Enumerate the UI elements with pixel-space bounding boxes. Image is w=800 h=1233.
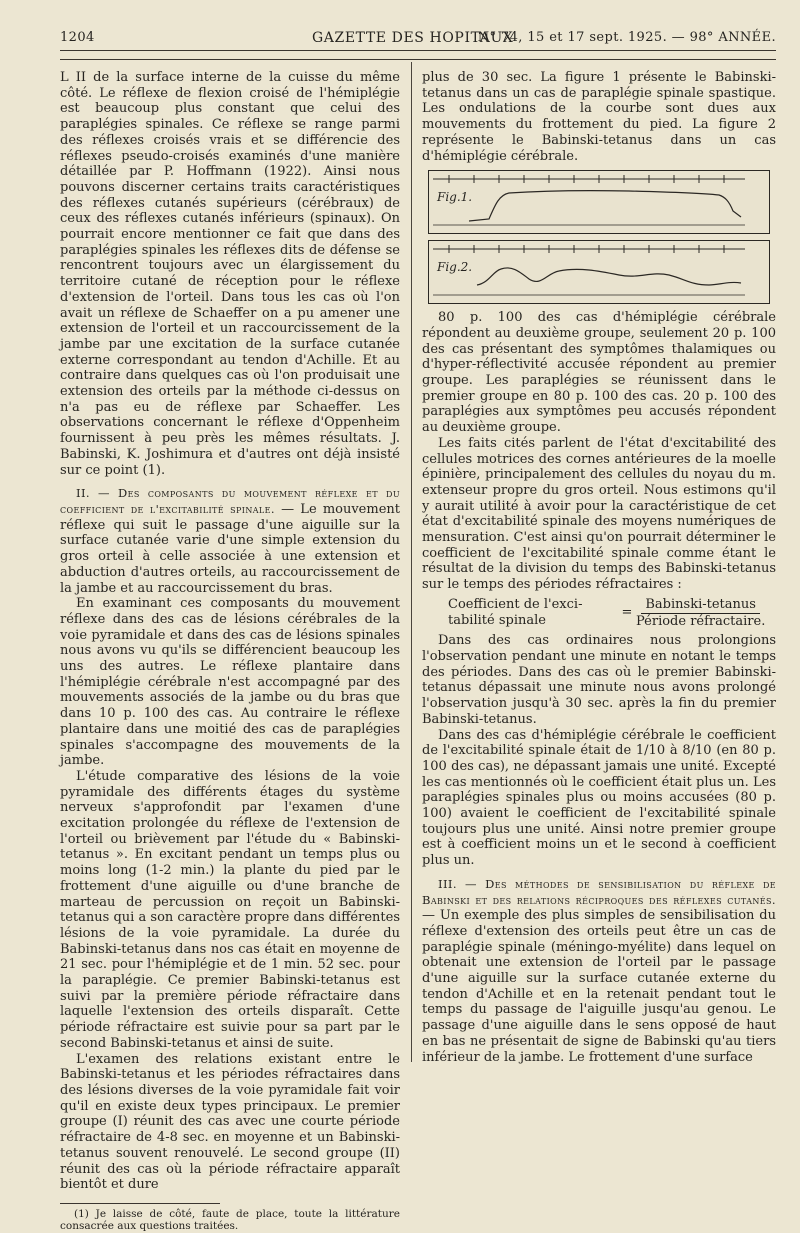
figure-2 <box>428 240 770 304</box>
left-column <box>60 70 400 1233</box>
paragraph: Dans des cas d'hémiplégie cérébrale le coefficient de l'excitabilité spinale était de 1/10 à 8/10 (en 80 p. 100 des cas), ne dépassant jamais une unité. Excepté les cas mentionnés où le coefficient était plus un. Les paraplégies spinales plus ou moins accusées (80 p. 100) avaient le coefficient de l'excitabilité spinale toujours plus une unité. Ainsi notre premier groupe est à coefficient moins un et le second à coefficient plus un. <box>422 727 776 869</box>
page-number: 1204 <box>60 30 95 45</box>
formula-denominator: Période réfractaire. <box>636 613 766 629</box>
formula-lhs-line1: Coefficient de l'exci- <box>448 597 583 613</box>
section-title: III. — Des méthodes de sensibilisation du réflexe de Babinski et des relations réciproques des réflexes cutanés. <box>422 876 776 907</box>
journal-title: GAZETTE DES HOPITAUX <box>312 30 514 46</box>
figure-1-tracing <box>429 171 749 233</box>
paragraph: 80 p. 100 des cas d'hémiplégie cérébrale répondent au deuxième groupe, seulement 20 p. 100 des cas présentant des symptômes thalamiques ou d'hyper-réflectivité accusée répondent au premier groupe. Les paraplégies se réunissent dans le premier groupe en 80 p. 100 des cas. 20 p. 100 des paraplégies aux symptômes peu accusés répondent au deuxième groupe. <box>422 310 776 436</box>
figure-1-label: Fig.1. <box>437 190 473 205</box>
running-header <box>60 30 776 50</box>
section-heading-3 <box>422 877 776 1065</box>
column-divider <box>411 62 412 1062</box>
paragraph: En examinant ces composants du mouvement réflexe dans des cas de lésions cérébrales de la voie pyramidale et dans des cas de lésions spinales nous avons vu qu'ils se différencient beaucoup les uns des autres. Le réflexe plantaire dans l'hémiplégie cérébrale n'est accompagné par des mouvements associés de la jambe ou du bras que dans 10 p. 100 des cas. Au contraire le réflexe plantaire dans une moitié des cas de paraplégies spinales s'accompagne des mouvements de la jambe. <box>60 596 400 769</box>
paragraph: L II de la surface interne de la cuisse du même côté. Le réflexe de flexion croisé de l'hémiplégie est beaucoup plus constant que celui des paraplégies spinales. Ce réflexe se range parmi des réflexes croisés vrais et se différencie des réflexes pseudo-croisés examinés d'une manière détaillée par P. Hoffmann (1922). Ainsi nous pouvons discerner certains traits caractéristiques des réflexes cutanés supérieurs (cérébraux) de ceux des réflexes cutanés inférieurs (spinaux). On pourrait encore mentionner ce fait que dans des paraplégies spinales les réflexes dits de défense se rencontrent toujours avec un élargissement du territoire cutané de réception pour le réflexe d'extension de l'orteil. Dans tous les cas où l'on avait un réflexe de Schaeffer on a pu amener une extension de l'orteil et un raccourcissement de la jambe par une excitation de la surface cutanée externe correspondant au tendon d'Achille. Et au contraire dans quelques cas où l'on produisait une extension des orteils par la méthode ci-dessus on n'a pas eu de réflexe par Schaeffer. Les observations concernant le réflexe d'Oppenheim fournissent à peu près les mêmes résultats. J. Babinski, K. Joshimura et d'autres ont déjà insisté sur ce point (1). <box>60 70 400 478</box>
paragraph: L'examen des relations existant entre le Babinski-tetanus et les périodes réfractaires dans des lésions diverses de la voie pyramidale fait voir qu'il en existe deux types principaux. Le premier groupe (I) réunit des cas avec une courte période réfractaire de 4-8 sec. en moyenne et un Babinski-tetanus souvent renouvelé. Le second groupe (II) réunit des cas où la période réfractaire apparaît bientôt et dure <box>60 1051 400 1193</box>
formula-lhs-line2: tabilité spinale <box>448 613 546 629</box>
formula-fraction <box>636 597 765 629</box>
right-column <box>422 70 776 1065</box>
figure-2-tracing <box>429 241 749 303</box>
paragraph: Dans des cas ordinaires nous prolongions l'observation pendant une minute en notant le temps des périodes. Dans des cas où le premier Babinski-tetanus dépassait une minute nous avons prolongé l'observation jusqu'à 30 sec. après la fin du premier Babinski-tetanus. <box>422 633 776 727</box>
header-rule-lower <box>60 59 776 60</box>
paragraph: L'étude comparative des lésions de la voie pyramidale des différents étages du système nerveux s'approfondit par l'examen d'une excitation prolongée du réflexe de l'extension de l'orteil ou brièvement par l'étude du « Babinski-tetanus ». En excitant pendant un temps plus ou moins long (1-2 min.) la plante du pied par le frottement d'une aiguille ou d'une branche de marteau de percussion on reçoit un Babinski-tetanus qui a son caractère propre dans différentes lésions de la voie pyramidale. La durée du Babinski-tetanus dans nos cas était en moyenne de 21 sec. pour l'hémiplégie et de 1 min. 52 sec. pour la paraplégie. Ce premier Babinski-tetanus est suivi par la première période réfractaire dans laquelle l'extension des orteils disparaît. Cette période réfractaire est suivie pour sa part par le second Babinski-tetanus et ainsi de suite. <box>60 768 400 1051</box>
footnote-rule <box>60 1203 220 1204</box>
paragraph: plus de 30 sec. La figure 1 présente le Babinski-tetanus dans un cas de paraplégie spinale spastique. Les ondulations de la courbe sont dues aux mouvements du frottement du pied. La figure 2 représente le Babinski-tetanus dans un cas d'hémiplégie cérébrale. <box>422 70 776 164</box>
formula-numerator: Babinski-tetanus <box>641 597 760 614</box>
excitability-formula <box>422 593 776 633</box>
header-rule <box>60 50 776 51</box>
figure-1 <box>428 170 770 234</box>
section-text: — Le mouvement réflexe qui suit le passage d'une aiguille sur la surface cutanée varie d'une simple extension du gros orteil à celle associée à une extension et abduction d'autres orteils, au raccourcissement de la jambe et au raccourcissement du bras. <box>60 501 400 596</box>
figure-2-label: Fig.2. <box>437 260 473 275</box>
footnote: (1) Je laisse de côté, faute de place, toute la littérature consacrée aux questions traitées. <box>60 1207 400 1233</box>
section-text: — Un exemple des plus simples de sensibilisation du réflexe d'extension des orteils peut être un cas de paraplégie spinale (méningo-myélite) dans lequel on obtenait une extension de l'orteil par le passage d'une aiguille sur la surface cutanée externe du tendon d'Achille et en la retenait pendant tout le temps du passage de l'aiguille jusqu'au genou. Le passage d'une aiguille dans le sens opposé de haut en bas ne présentait de signe de Babinski qu'au tiers inférieur de la jambe. Le frottement d'une surface <box>422 908 776 1065</box>
section-heading-2 <box>60 486 400 596</box>
formula-equals: = <box>621 605 633 621</box>
section-title: II. — Des composants du mouvement réflexe et du coefficient de l'excitabilité spinale. <box>60 486 400 516</box>
paragraph: Les faits cités parlent de l'état d'excitabilité des cellules motrices des cornes antérieures de la moelle épinière, principalement des cellules du noyau du m. extenseur propre du gros orteil. Nous estimons qu'il y aurait utilité à avoir pour la caractéristique de cet état d'excitabilité spinale des moyens numériques de mensuration. C'est ainsi qu'on pourrait déterminer le coefficient de l'excitabilité spinale comme étant le résultat de la division du temps des Babinski-tetanus sur le temps des périodes réfractaires : <box>422 435 776 593</box>
issue-info: N° 74, 15 et 17 sept. 1925. — 98° ANNÉE. <box>477 30 776 45</box>
